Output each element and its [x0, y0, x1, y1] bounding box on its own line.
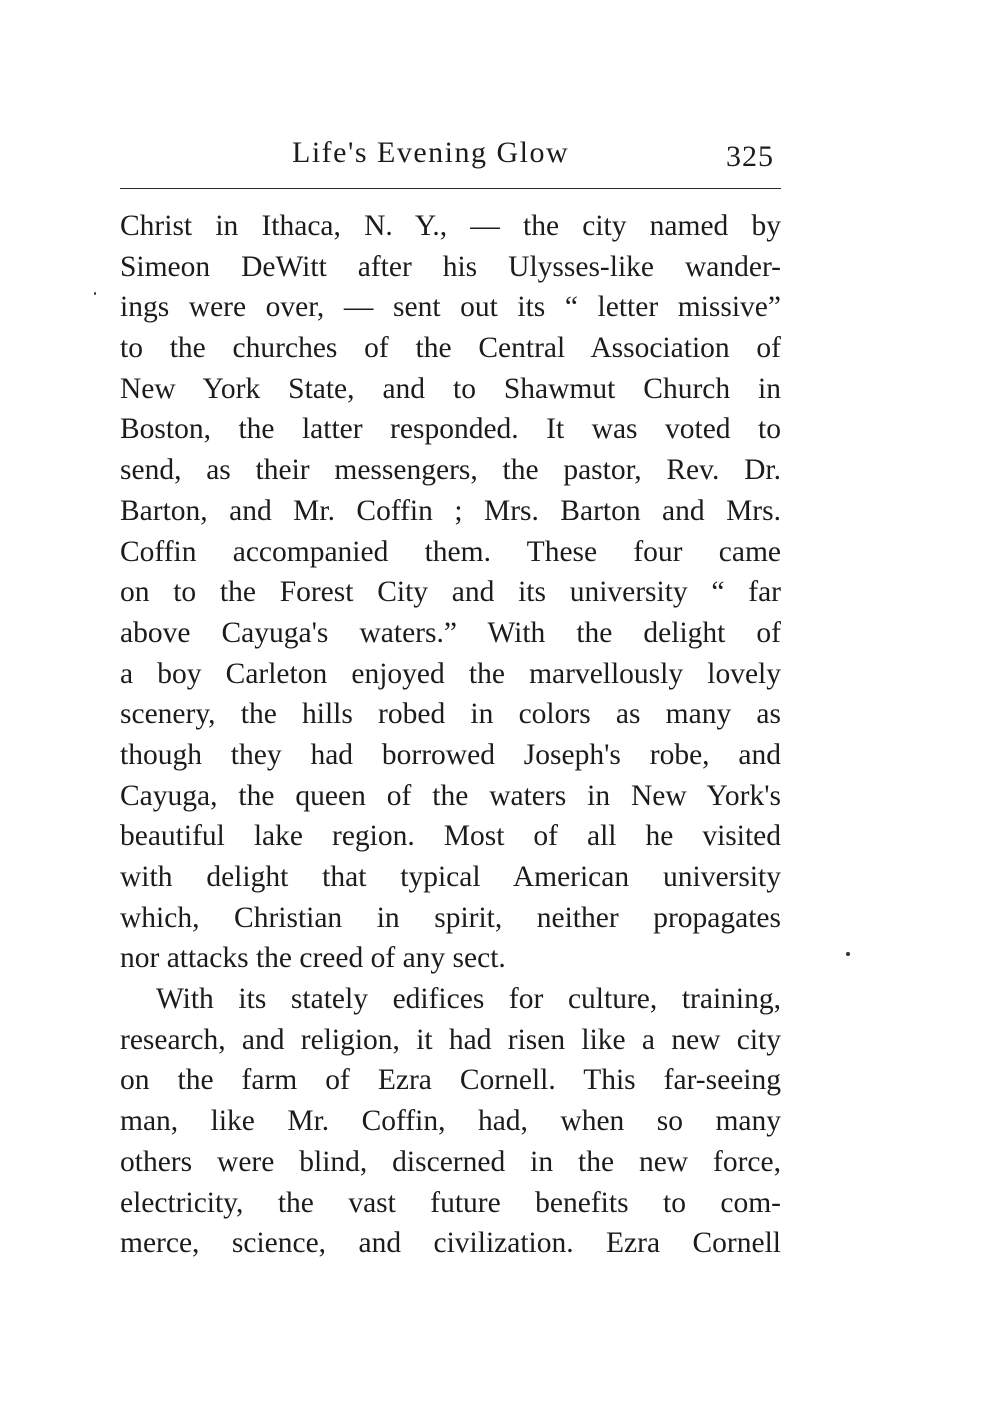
text-line: Simeon DeWitt after his Ulysses-like wander-: [120, 250, 781, 283]
running-title: Life's Evening Glow: [292, 136, 570, 169]
text-line: electricity, the vast future benefits to com-: [120, 1186, 781, 1219]
text-line: on to the Forest City and its university “ far: [120, 576, 781, 609]
text-line: Barton, and Mr. Coffin ; Mrs. Barton and Mrs.: [120, 494, 781, 527]
text-line: Christ in Ithaca, N. Y., — the city named by: [120, 210, 781, 242]
text-line: send, as their messengers, the pastor, Rev. Dr.: [120, 454, 781, 487]
text-line: which, Christian in spirit, neither propagates: [120, 901, 781, 934]
text-line: merce, science, and civilization. Ezra Cornell: [120, 1227, 781, 1260]
text-line: nor attacks the creed of any sect.: [120, 942, 506, 975]
text-line: research, and religion, it had risen like a new city: [120, 1023, 781, 1056]
text-line: though they had borrowed Joseph's robe, and: [120, 738, 781, 771]
page-number: 325: [726, 140, 774, 173]
text-line: scenery, the hills robed in colors as many as: [120, 698, 781, 731]
text-line: above Cayuga's waters.” With the delight of: [120, 616, 781, 649]
text-line: with delight that typical American university: [120, 861, 781, 893]
text-line: to the churches of the Central Association of: [120, 332, 781, 365]
text-line: With its stately edifices for culture, training,: [156, 983, 781, 1016]
text-line: a boy Carleton enjoyed the marvellously lovely: [120, 657, 781, 690]
text-line: on the farm of Ezra Cornell. This far-seeing: [120, 1064, 781, 1097]
scan-speck: [94, 292, 96, 295]
scan-speck: [846, 952, 850, 956]
text-line: others were blind, discerned in the new force,: [120, 1145, 781, 1178]
text-line: ings were over, — sent out its “ letter missive”: [120, 291, 781, 324]
header-rule: [120, 188, 781, 189]
text-line: man, like Mr. Coffin, had, when so many: [120, 1105, 781, 1138]
text-line: Coffin accompanied them. These four came: [120, 535, 781, 568]
text-line: beautiful lake region. Most of all he visited: [120, 820, 781, 853]
text-line: Cayuga, the queen of the waters in New York's: [120, 779, 781, 812]
text-line: Boston, the latter responded. It was voted to: [120, 413, 781, 446]
body-text: [120, 206, 781, 1264]
text-line: New York State, and to Shawmut Church in: [120, 372, 781, 405]
